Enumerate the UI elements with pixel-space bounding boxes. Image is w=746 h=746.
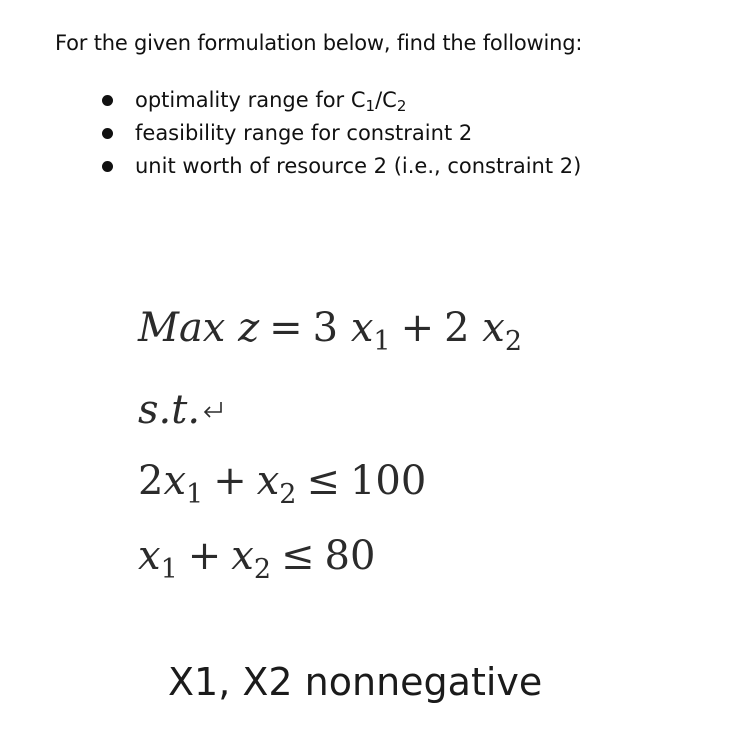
variable: x <box>231 533 254 579</box>
item-text: optimality range for C <box>135 88 366 112</box>
variable: x <box>163 458 187 504</box>
bullet-icon <box>102 161 113 172</box>
plus-sign: + <box>187 533 222 579</box>
coefficient: 2 <box>444 305 470 351</box>
list-item <box>100 150 581 183</box>
objective-function <box>138 305 523 357</box>
variable: x <box>482 305 505 351</box>
objective-max: Max z <box>138 305 260 351</box>
constraint-1 <box>138 458 427 510</box>
rhs-value: 80 <box>324 533 376 579</box>
subscript: 1 <box>160 554 178 585</box>
constraint-2 <box>138 533 376 585</box>
equals-sign: = <box>269 305 303 351</box>
subscript: 1 <box>186 479 204 510</box>
list-item <box>100 117 581 150</box>
coefficient: 3 <box>312 305 339 351</box>
plus-sign: + <box>213 458 247 504</box>
variable: x <box>256 458 280 504</box>
item-text: unit worth of resource 2 (i.e., constraint 2) <box>135 154 582 178</box>
question-list <box>100 84 581 183</box>
st-text: s.t. <box>138 387 201 433</box>
list-item <box>100 84 581 117</box>
plus-sign: + <box>400 305 435 351</box>
rhs-value: 100 <box>349 458 427 504</box>
question-intro: For the given formulation below, find the following: <box>55 31 583 55</box>
subscript: 2 <box>279 479 297 510</box>
variable: x <box>138 533 161 579</box>
subscript: 1 <box>373 326 391 357</box>
less-equal-sign: ≤ <box>306 458 340 504</box>
subscript: 2 <box>253 554 272 585</box>
bullet-icon <box>102 95 113 106</box>
subscript: 2 <box>396 97 407 115</box>
item-text: /C <box>375 88 397 112</box>
subject-to-label <box>138 383 224 433</box>
subscript: 2 <box>504 326 523 357</box>
less-equal-sign: ≤ <box>281 533 315 579</box>
variable: x <box>350 305 374 351</box>
item-text: feasibility range for constraint 2 <box>135 121 473 145</box>
return-arrow-icon <box>202 383 224 401</box>
nonnegativity-constraint: X1, X2 nonnegative <box>168 660 543 704</box>
subscript: 1 <box>365 97 376 115</box>
bullet-icon <box>102 128 113 139</box>
coefficient: 2 <box>138 458 164 504</box>
